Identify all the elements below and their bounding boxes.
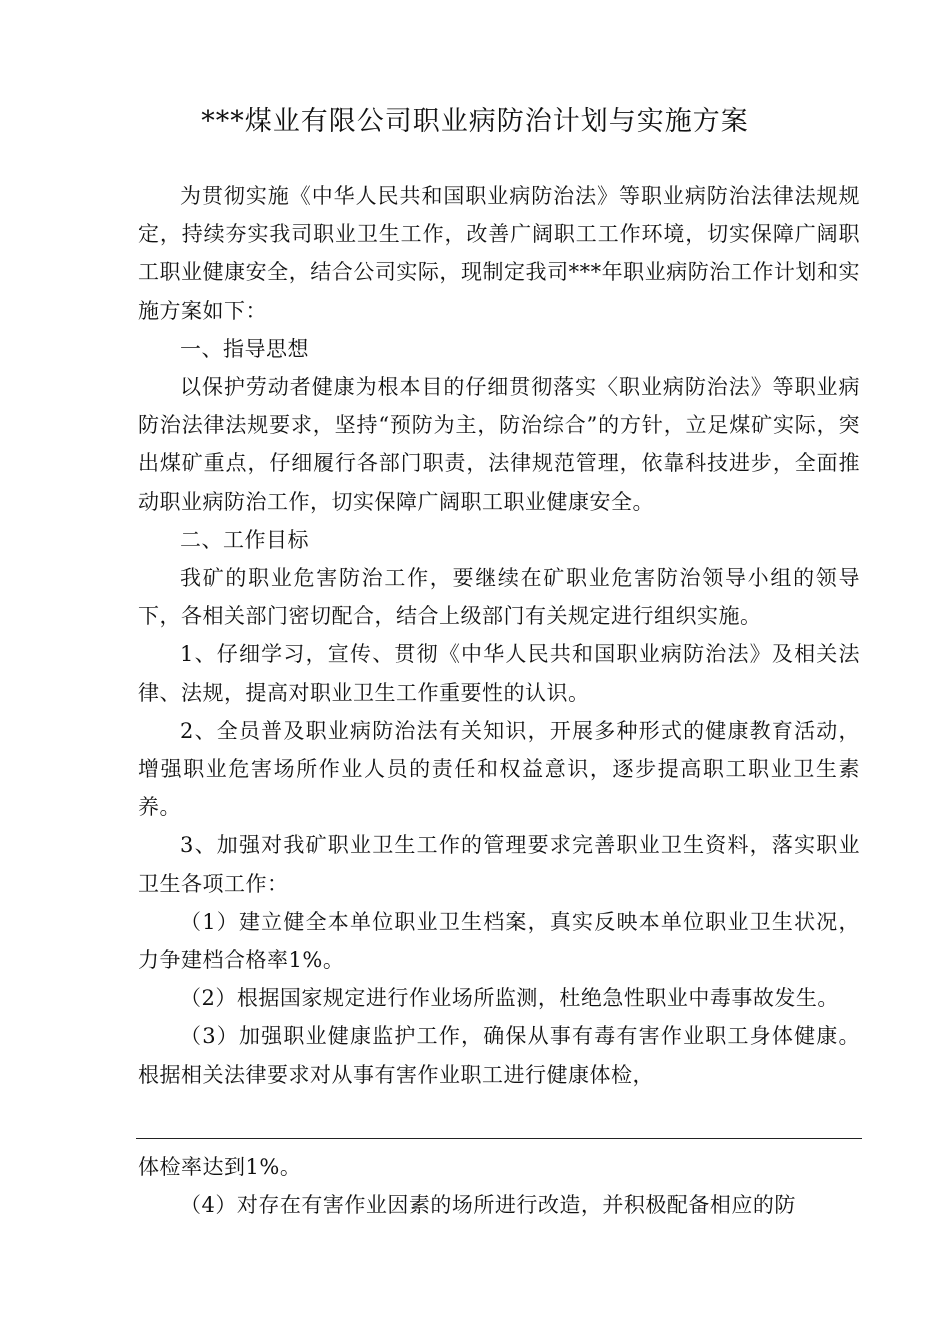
work-goals-paragraph: 我矿的职业危害防治工作，要继续在矿职业危害防治领导小组的领导下，各相关部门密切配合，结合上级部门有关规定进行组织实施。 bbox=[138, 566, 860, 629]
sub-item-4: （4）对存在有害作业因素的场所进行改造，并积极配备相应的防 bbox=[180, 1193, 796, 1218]
document-title: ***煤业有限公司职业病防治计划与实施方案 bbox=[201, 106, 749, 137]
goal-item-2: 2、全员普及职业病防治法有关知识，开展多种形式的健康教育活动，增强职业危害场所作业人员的责任和权益意识，逐步提高职工职业卫生素养。 bbox=[138, 718, 860, 820]
goal-item-3: 3、加强对我矿职业卫生工作的管理要求完善职业卫生资料，落实职业卫生各项工作： bbox=[138, 833, 860, 896]
intro-paragraph: 为贯彻实施《中华人民共和国职业病防治法》等职业病防治法律法规规定，持续夯实我司职业卫生工作，改善广阔职工工作环境，切实保障广阔职工职业健康安全，结合公司实际，现制定我司***年职业病防治工作计划和实施方案如下： bbox=[138, 184, 860, 323]
document-continuation bbox=[138, 1148, 860, 1224]
sub-item-1: （1）建立健全本单位职业卫生档案，真实反映本单位职业卫生状况，力争建档合格率1%。 bbox=[138, 909, 860, 973]
sub-item-3: （3）加强职业健康监护工作，确保从事有毒有害作业职工身体健康。根据相关法律要求对从事有害作业职工进行健康体检， bbox=[138, 1024, 860, 1087]
section-heading-work-goals: 二、工作目标 bbox=[180, 527, 309, 552]
sub-item-2: （2）根据国家规定进行作业场所监测，杜绝急性职业中毒事故发生。 bbox=[180, 986, 839, 1011]
guiding-ideology-paragraph: 以保护劳动者健康为根本目的仔细贯彻落实〈职业病防治法》等职业病防治法律法规要求，坚持“预防为主，防治综合”的方针，立足煤矿实际，突出煤矿重点，仔细履行各部门职责，法律规范管理，依靠科技进步，全面推动职业病防治工作，切实保障广阔职工职业健康安全。 bbox=[138, 375, 860, 514]
document-body bbox=[138, 177, 860, 1094]
section-heading-guiding-ideology: 一、指导思想 bbox=[180, 336, 309, 361]
goal-item-1: 1、仔细学习，宣传、贯彻《中华人民共和国职业病防治法》及相关法律、法规，提高对职业卫生工作重要性的认识。 bbox=[138, 642, 860, 705]
horizontal-rule bbox=[136, 1138, 862, 1139]
sub-item-3-continued: 体检率达到1%。 bbox=[138, 1155, 302, 1179]
